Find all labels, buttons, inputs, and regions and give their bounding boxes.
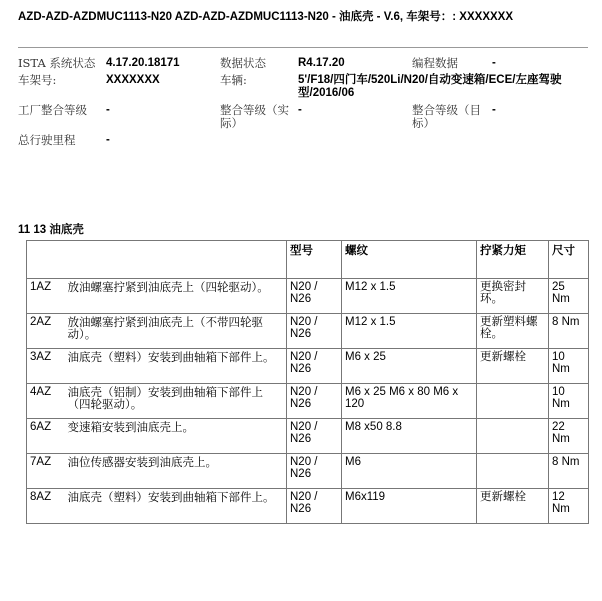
vin-label: 车架号:: [18, 73, 57, 87]
table-row: [27, 314, 589, 349]
row-code: 8AZ: [27, 489, 63, 524]
table-row: [27, 454, 589, 489]
table-row: [27, 384, 589, 419]
row-size: 22 Nm: [549, 419, 589, 454]
programming-label: 编程数据: [412, 56, 458, 70]
vehicle-label: 车辆:: [220, 73, 247, 87]
row-model: N20 / N26: [287, 419, 342, 454]
header-desc: [27, 241, 287, 279]
actual-level-value: -: [298, 104, 302, 116]
row-size: 10 Nm: [549, 384, 589, 419]
row-code: 7AZ: [27, 454, 63, 489]
document-title: AZD-AZD-AZDMUC1113-N20 AZD-AZD-AZDMUC1113-N20 - 油底壳 - V.6, 车架号：: XXXXXXX: [18, 11, 514, 23]
row-size: 8 Nm: [549, 454, 589, 489]
table-row: [27, 419, 589, 454]
vehicle-value: 5'/F18/四门车/520Li/N20/自动变速箱/ECE/左座驾驶型/2016/06: [298, 74, 562, 99]
row-torque-note: [477, 384, 549, 419]
row-size: 25 Nm: [549, 279, 589, 314]
programming-value: -: [492, 57, 496, 69]
row-torque-note: 更新螺栓: [477, 349, 549, 384]
row-code: 1AZ: [27, 279, 63, 314]
row-thread: M12 x 1.5: [342, 279, 477, 314]
data-state-value: R4.17.20: [298, 57, 345, 69]
mileage-label: 总行驶里程: [18, 133, 76, 147]
header-thread: 螺纹: [342, 241, 477, 279]
row-code: 6AZ: [27, 419, 63, 454]
vehicle-info-table: [18, 55, 593, 149]
ista-label: ISTA 系统状态: [18, 56, 96, 70]
row-thread: M6: [342, 454, 477, 489]
mileage-value: -: [106, 134, 110, 146]
row-torque-note: [477, 419, 549, 454]
factory-level-value: -: [106, 104, 110, 116]
info-row-levels: [18, 102, 593, 132]
row-torque-note: 更新螺栓: [477, 489, 549, 524]
header-torque: 拧紧力矩: [477, 241, 549, 279]
target-level-value: -: [492, 104, 496, 116]
vin-value: XXXXXXX: [106, 74, 160, 86]
table-row: [27, 489, 589, 524]
info-row-mileage: [18, 132, 593, 149]
factory-level-label: 工厂整合等级: [18, 103, 87, 117]
actual-level-label: 整合等级（实际）: [220, 103, 289, 130]
table-header-row: [27, 241, 589, 279]
header-model: 型号: [287, 241, 342, 279]
row-torque-note: 更新塑料螺栓。: [477, 314, 549, 349]
row-code: 4AZ: [27, 384, 63, 419]
row-thread: M6x119: [342, 489, 477, 524]
header-size: 尺寸: [549, 241, 589, 279]
row-desc: 放油螺塞拧紧到油底壳上（不带四轮驱动）。: [63, 314, 287, 349]
row-torque-note: 更换密封环。: [477, 279, 549, 314]
row-size: 10 Nm: [549, 349, 589, 384]
section-title: 11 13 油底壳: [18, 224, 84, 236]
row-model: N20 / N26: [287, 279, 342, 314]
table-row: [27, 349, 589, 384]
row-model: N20 / N26: [287, 384, 342, 419]
info-row-status: [18, 55, 593, 72]
row-size: 8 Nm: [549, 314, 589, 349]
row-code: 3AZ: [27, 349, 63, 384]
row-desc: 油位传感器安装到油底壳上。: [63, 454, 287, 489]
row-code: 2AZ: [27, 314, 63, 349]
row-thread: M8 x50 8.8: [342, 419, 477, 454]
table-row: [27, 279, 589, 314]
header-divider: [18, 47, 588, 48]
row-thread: M6 x 25: [342, 349, 477, 384]
info-row-vehicle: [18, 72, 593, 102]
ista-value: 4.17.20.18171: [106, 57, 180, 69]
row-size: 12 Nm: [549, 489, 589, 524]
row-desc: 油底壳（塑料）安装到曲轴箱下部件上。: [63, 349, 287, 384]
row-desc: 变速箱安装到油底壳上。: [63, 419, 287, 454]
row-model: N20 / N26: [287, 314, 342, 349]
target-level-label: 整合等级（目标）: [412, 103, 481, 130]
row-desc: 放油螺塞拧紧到油底壳上（四轮驱动）。: [63, 279, 287, 314]
row-model: N20 / N26: [287, 349, 342, 384]
row-desc: 油底壳（塑料）安装到曲轴箱下部件上。: [63, 489, 287, 524]
row-thread: M6 x 25 M6 x 80 M6 x 120: [342, 384, 477, 419]
row-thread: M12 x 1.5: [342, 314, 477, 349]
torque-spec-table: [26, 240, 589, 524]
row-model: N20 / N26: [287, 454, 342, 489]
row-model: N20 / N26: [287, 489, 342, 524]
row-torque-note: [477, 454, 549, 489]
data-state-label: 数据状态: [220, 56, 266, 70]
row-desc: 油底壳（铝制）安装到曲轴箱下部件上（四轮驱动）。: [63, 384, 287, 419]
